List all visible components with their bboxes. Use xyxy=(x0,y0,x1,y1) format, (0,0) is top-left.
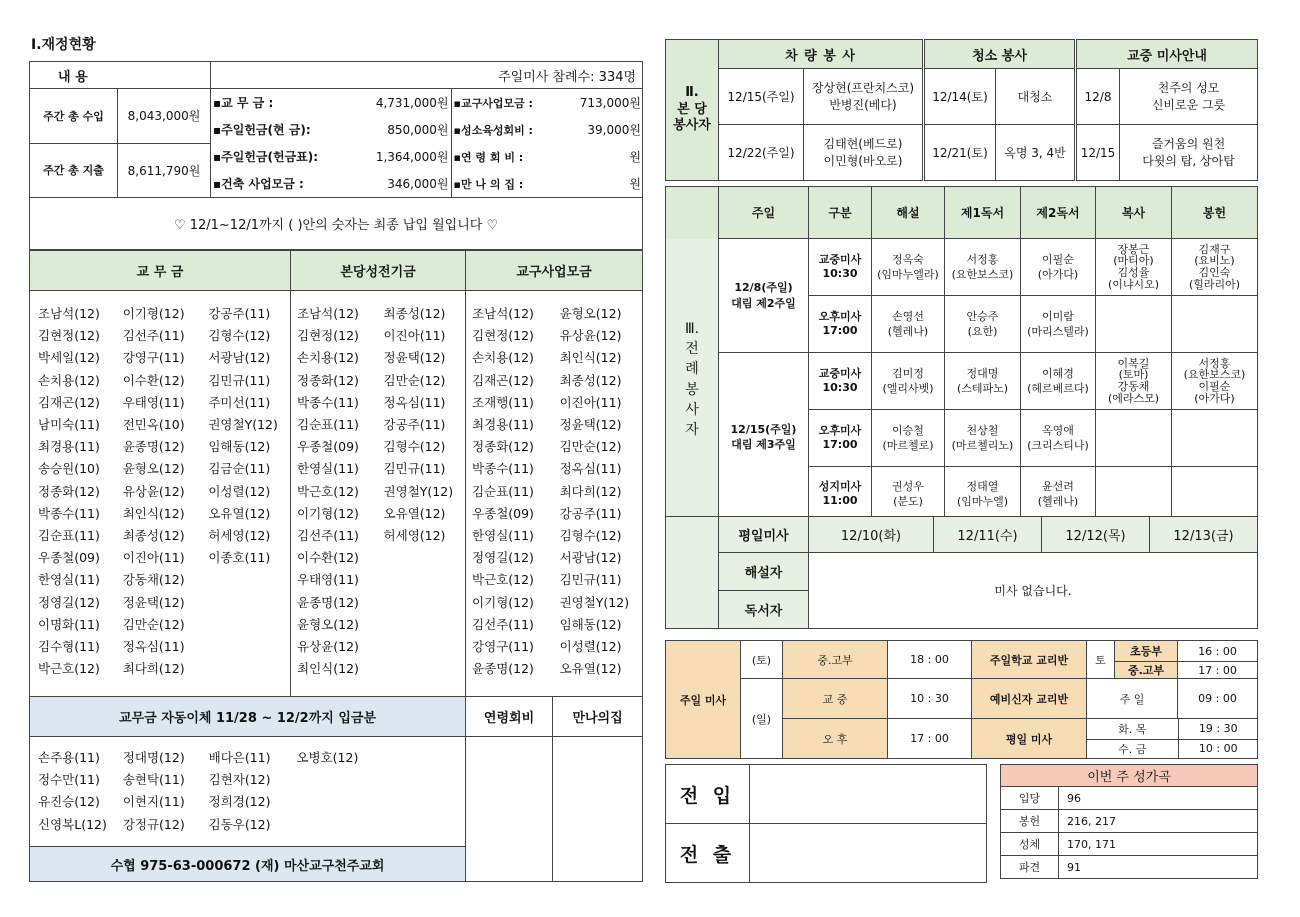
donor-name: 정윤택(12) xyxy=(559,417,622,433)
donor-col-3 xyxy=(203,303,290,680)
donor-col-1 xyxy=(30,303,117,680)
item-label: ▪주일헌금(헌금표): xyxy=(213,150,319,164)
car-name: 반병진(베다) xyxy=(829,97,897,112)
donor-col-7 xyxy=(553,303,643,680)
donor-name: 조재행(11) xyxy=(472,394,534,410)
donor-name: 송현탁(11) xyxy=(122,772,185,788)
item-value: 원 xyxy=(629,177,641,191)
donor-name: 최종성(12) xyxy=(559,372,622,388)
mass-guide-header: 교중 미사안내 xyxy=(1076,40,1258,69)
donor-name: 정수만(11) xyxy=(38,772,100,788)
volunteers-section-label: Ⅱ. 본 당 봉사자 xyxy=(666,40,719,181)
offering: 김재구 (요비노) 김인숙 (힐라리아) xyxy=(1172,239,1258,296)
donor-name: 김선주(11) xyxy=(122,328,185,344)
donor-name: 주미선(11) xyxy=(208,394,271,410)
donor-name: 손치용(12) xyxy=(297,350,359,366)
item-value: 713,000원 xyxy=(579,96,641,110)
car-date: 12/15(주일) xyxy=(719,69,804,125)
donor-name: 강영구(11) xyxy=(472,639,534,655)
donor-name: 김동우(12) xyxy=(208,816,271,832)
donor-name: 윤형오(12) xyxy=(297,616,359,632)
item-value: 원 xyxy=(629,150,641,164)
donor-name: 박종수(11) xyxy=(297,394,359,410)
donor-name: 이성렬(12) xyxy=(208,483,271,499)
donor-name: 정윤택(12) xyxy=(122,594,185,610)
reader-1: 정태열 (임마누엘) xyxy=(945,467,1021,522)
donor-name: 이기형(12) xyxy=(122,306,185,321)
expense-label: 주간 총 지출 xyxy=(30,143,118,198)
no-mass: 미사 없습니다. xyxy=(809,553,1258,629)
donor-name: 김순표(11) xyxy=(297,417,359,433)
tue-thu: 화. 목 xyxy=(1087,719,1178,739)
weekday-date: 12/13(금) xyxy=(1150,517,1258,553)
donor-col-6 xyxy=(466,303,553,680)
saturday-short: 토 xyxy=(1087,641,1115,679)
reader-label: 독서자 xyxy=(719,591,809,629)
donor-name: 이기형(12) xyxy=(297,505,359,521)
donor-name: 최인식(12) xyxy=(297,661,359,677)
auto-col-3 xyxy=(204,747,291,836)
middle-high-time: 18 : 00 xyxy=(888,641,972,679)
auto-col-2 xyxy=(117,747,204,836)
hymn-label: 파견 xyxy=(1001,856,1059,879)
item-value: 346,000원 xyxy=(365,170,451,197)
expense-value: 8,611,790원 xyxy=(118,143,211,198)
reader-2: 이혜경 (헤르베르다) xyxy=(1021,353,1096,410)
donor-name: 임해동(12) xyxy=(559,616,622,632)
donor-name: 김순표(11) xyxy=(472,483,534,499)
car-date: 12/22(주일) xyxy=(719,125,804,181)
offering xyxy=(1172,467,1258,522)
account-info: 수협 975-63-000672 (재) 마산교구천주교회 xyxy=(30,847,466,882)
donor-name: 강공주(11) xyxy=(383,417,446,433)
finance-table xyxy=(29,61,643,250)
donor-name: 우종철(09) xyxy=(38,550,100,566)
donor-name: 김현정(12) xyxy=(38,328,100,344)
middle-high-2-time: 17 : 00 xyxy=(1178,662,1258,679)
commentator: 김미정 (엘리사벳) xyxy=(872,353,945,410)
clean-header: 청소 봉사 xyxy=(924,40,1076,69)
donor-name: 우태영(11) xyxy=(297,572,359,588)
week-label: 12/8(주일) 대림 제2주일 xyxy=(719,239,809,353)
donor-name: 정종화(12) xyxy=(297,372,359,388)
afternoon-time: 17 : 00 xyxy=(888,719,972,759)
hymn-value: 91 xyxy=(1059,856,1258,879)
donor-name: 권영철Y(12) xyxy=(208,417,278,433)
afternoon: 오 후 xyxy=(783,719,888,759)
donor-name: 김민규(11) xyxy=(383,461,446,477)
donor-name: 강정규(12) xyxy=(122,816,185,832)
donor-name: 오유열(12) xyxy=(559,661,622,677)
donor-name: 김금순(11) xyxy=(208,461,271,477)
donor-name: 이기형(12) xyxy=(472,594,534,610)
donor-name: 윤종명(12) xyxy=(297,594,359,610)
donor-name: 유상윤(12) xyxy=(297,639,359,655)
header-type: 구분 xyxy=(809,187,872,239)
mass-type: 교중미사 10:30 xyxy=(809,353,872,410)
mass-type: 오후미사 17:00 xyxy=(809,410,872,467)
donor-name: 한영실(11) xyxy=(472,528,534,544)
donor-name: 강공주(11) xyxy=(559,505,622,521)
altar-server: 이복길 (토마) 강동채 (에라스모) xyxy=(1096,353,1172,410)
donor-name: 이현지(11) xyxy=(122,794,185,810)
mass-type: 오후미사 17:00 xyxy=(809,296,872,353)
sunday: (일) xyxy=(741,679,783,759)
commentator: 정옥숙 (임마누엘라) xyxy=(872,239,945,296)
mass-name: 신비로운 그릇 xyxy=(1151,97,1226,112)
wed-fri-time: 10 : 00 xyxy=(1198,742,1238,756)
reader-1: 안승주 (요한) xyxy=(945,296,1021,353)
donor-name: 정영길(12) xyxy=(472,550,534,566)
donor-name: 김민규(11) xyxy=(559,572,622,588)
donor-name: 손치용(12) xyxy=(38,372,100,388)
header-offering: 봉헌 xyxy=(1172,187,1258,239)
donor-name: 강영구(11) xyxy=(122,350,185,366)
main-mass: 교 중 xyxy=(783,679,888,719)
donor-name: 정옥심(11) xyxy=(383,394,446,410)
donors-table xyxy=(29,250,643,882)
donor-col-4 xyxy=(291,303,378,680)
transfer-in-label: 전 입 xyxy=(666,765,750,824)
middle-high: 중.고부 xyxy=(783,641,888,679)
donor-name: 윤형오(12) xyxy=(559,306,622,321)
offering xyxy=(1172,296,1258,353)
donor-name: 박종수(11) xyxy=(472,461,534,477)
donor-name: 김재곤(12) xyxy=(38,394,100,410)
donor-name: 김현정(12) xyxy=(297,328,359,344)
donor-name: 오병호(12) xyxy=(296,750,359,765)
donor-name: 유상윤(12) xyxy=(559,328,622,344)
sunday-mass-label: 주일 미사 xyxy=(666,641,741,759)
altar-server: 장봉근 (마티아) 김성율 (이냐시오) xyxy=(1096,239,1172,296)
donor-name: 윤형오(12) xyxy=(122,461,185,477)
clean-date: 12/14(토) xyxy=(924,69,996,125)
mass-date: 12/15 xyxy=(1076,125,1120,181)
donor-name: 김재곤(12) xyxy=(472,372,534,388)
main-mass-time: 10 : 30 xyxy=(888,679,972,719)
donor-name: 오유열(12) xyxy=(208,505,271,521)
donor-name: 윤종명(12) xyxy=(122,439,185,455)
header-gyogu: 교구사업모금 xyxy=(466,251,643,291)
header-gyomugeum: 교 무 금 xyxy=(30,251,291,291)
header-seongjeon: 본당성전기금 xyxy=(291,251,466,291)
schedule-table xyxy=(665,640,1258,759)
catechumen-day: 주 일 xyxy=(1087,679,1178,719)
donor-name: 최경용(11) xyxy=(38,439,100,455)
catechumen: 예비신자 교리반 xyxy=(972,679,1087,719)
reader-1: 천상철 (마르첼리노) xyxy=(945,410,1021,467)
donor-name: 임해동(12) xyxy=(208,439,271,455)
weekday-label: 평일미사 xyxy=(719,517,809,553)
donor-name: 권영철Y(12) xyxy=(559,594,630,610)
altar-server xyxy=(1096,296,1172,353)
donor-col-5 xyxy=(378,303,466,680)
donor-name: 송승원(10) xyxy=(38,461,100,477)
donor-name: 이진아(11) xyxy=(559,394,622,410)
hymn-value: 170, 171 xyxy=(1059,833,1258,856)
donor-name: 한영실(11) xyxy=(297,461,359,477)
reader-2: 윤선려 (헬레나) xyxy=(1021,467,1096,522)
offering xyxy=(1172,410,1258,467)
clean-area: 대청소 xyxy=(996,69,1076,125)
donor-name: 정종화(12) xyxy=(472,439,534,455)
donor-name: 허세영(12) xyxy=(208,528,271,544)
donor-name: 김형수(12) xyxy=(383,439,446,455)
saturday: (토) xyxy=(741,641,783,679)
donor-name: 손주용(11) xyxy=(38,750,100,765)
altar-server xyxy=(1096,467,1172,522)
donor-col-2 xyxy=(117,303,204,680)
commentator: 권성우 (분도) xyxy=(872,467,945,522)
donor-name: 조남석(12) xyxy=(472,306,534,321)
donor-name: 조남석(12) xyxy=(38,306,100,321)
donor-name: 허세영(12) xyxy=(383,528,446,544)
header-commentary: 해설 xyxy=(872,187,945,239)
tue-thu-time: 19 : 30 xyxy=(1178,719,1258,739)
donor-name: 박근호(12) xyxy=(38,661,100,677)
item-label: ▪성소육성회비 : xyxy=(453,123,533,137)
weekday-date: 12/10(화) xyxy=(809,517,934,553)
mass-type: 성지미사 11:00 xyxy=(809,467,872,522)
car-header: 차 량 봉 사 xyxy=(719,40,924,69)
mass-date: 12/8 xyxy=(1076,69,1120,125)
income-label: 주간 총 수입 xyxy=(30,89,118,144)
donor-name: 오유열(12) xyxy=(383,505,446,521)
donor-name: 김민규(11) xyxy=(208,372,271,388)
weekday-table xyxy=(665,516,1258,629)
header-reading1: 제1독서 xyxy=(945,187,1021,239)
mass-type: 교중미사 10:30 xyxy=(809,239,872,296)
donor-name: 정종화(12) xyxy=(38,483,100,499)
middle-high-2: 중.고부 xyxy=(1115,662,1178,679)
donor-name: 이진아(11) xyxy=(383,328,446,344)
donor-name: 김형수(12) xyxy=(208,328,271,344)
donor-name: 박근호(12) xyxy=(297,483,359,499)
hymn-value: 96 xyxy=(1059,787,1258,810)
donor-name: 이종호(11) xyxy=(208,550,271,566)
item-value: 1,364,000원 xyxy=(365,143,451,170)
donor-name: 김선주(11) xyxy=(472,616,534,632)
donor-name: 조남석(12) xyxy=(297,306,359,321)
donor-name: 이명화(11) xyxy=(38,616,100,632)
donor-name: 최인식(12) xyxy=(122,505,185,521)
liturgy-table xyxy=(665,186,1258,522)
donor-name: 정윤택(12) xyxy=(383,350,446,366)
liturgy-section-label: Ⅲ. 전 례 봉 사 자 xyxy=(666,239,719,522)
donor-name: 정대명(12) xyxy=(122,750,185,765)
donor-name: 김수형(11) xyxy=(38,639,100,655)
finance-items xyxy=(211,89,643,197)
auto-col-4 xyxy=(290,747,377,836)
item-label: ▪건축 사업모금 : xyxy=(213,177,304,191)
reader-1: 정대명 (스테파노) xyxy=(945,353,1021,410)
item-label: ▪연 령 회 비 : xyxy=(453,150,524,164)
reader-1: 서정홍 (요한보스코) xyxy=(945,239,1021,296)
transfer-out-label: 전 출 xyxy=(666,824,750,883)
mass-name: 즐거움의 원천 xyxy=(1151,137,1226,152)
commentator: 손영선 (헬레나) xyxy=(872,296,945,353)
elementary: 초등부 xyxy=(1115,641,1178,662)
car-name: 김태현(베드로) xyxy=(823,137,903,152)
header-server: 복사 xyxy=(1096,187,1172,239)
item-label: ▪주일헌금(현 금): xyxy=(213,123,311,137)
yeonryeong-header: 연령회비 xyxy=(466,697,553,737)
offering: 서정홍 (요한보스코) 이필순 (아가다) xyxy=(1172,353,1258,410)
donor-name: 김만순(12) xyxy=(559,439,622,455)
auto-transfer-header: 교무금 자동이체 11/28 ~ 12/2까지 입금분 xyxy=(30,697,466,737)
clean-date: 12/21(토) xyxy=(924,125,996,181)
wed-fri: 수. 금 xyxy=(1087,739,1178,758)
manna-header: 만나의집 xyxy=(553,697,643,737)
content-label: 내 용 xyxy=(30,62,211,89)
donor-name: 강공주(11) xyxy=(208,306,271,321)
hymns-table xyxy=(1000,764,1258,879)
donor-name: 한영실(11) xyxy=(38,572,100,588)
donor-name: 이진아(11) xyxy=(122,550,185,566)
hymn-label: 입당 xyxy=(1001,787,1059,810)
car-name: 이민형(바오로) xyxy=(823,153,903,168)
item-value: 39,000원 xyxy=(587,123,641,137)
reader-2: 이필순 (아가다) xyxy=(1021,239,1096,296)
donor-name: 김현자(12) xyxy=(208,772,271,788)
transfer-table xyxy=(665,764,987,883)
notice: ♡ 12/1~12/1까지 ( )안의 숫자는 최종 납입 월입니다 ♡ xyxy=(30,198,643,250)
donor-name: 정옥심(11) xyxy=(559,461,622,477)
commentator: 이승철 (마르첼로) xyxy=(872,410,945,467)
donor-name: 김만순(12) xyxy=(122,616,185,632)
auto-col-1 xyxy=(30,747,117,836)
donor-name: 유진승(12) xyxy=(38,794,100,810)
donor-name: 서광남(12) xyxy=(559,550,622,566)
hymn-label: 성체 xyxy=(1001,833,1059,856)
item-label: ▪교구사업모금 : xyxy=(453,96,533,110)
catechumen-time: 09 : 00 xyxy=(1178,679,1258,719)
sunday-school: 주일학교 교리반 xyxy=(972,641,1087,679)
donor-name: 최종성(12) xyxy=(383,306,446,321)
donor-name: 유상윤(12) xyxy=(122,483,185,499)
income-value: 8,043,000원 xyxy=(118,89,211,144)
item-label: ▪교 무 금 : xyxy=(213,96,274,110)
donor-name: 김순표(11) xyxy=(38,528,100,544)
elementary-time: 16 : 00 xyxy=(1178,641,1258,662)
donor-name: 남미숙(11) xyxy=(38,417,100,433)
volunteers-table xyxy=(665,39,1258,181)
item-label: ▪만 나 의 집 : xyxy=(453,177,524,191)
donor-name: 이성렬(12) xyxy=(559,639,622,655)
hymn-value: 216, 217 xyxy=(1059,810,1258,833)
mass-name: 다윗의 탑, 상아탑 xyxy=(1142,153,1235,168)
item-value: 4,731,000원 xyxy=(365,89,451,116)
item-value: 850,000원 xyxy=(365,116,451,143)
week-label: 12/15(주일) 대림 제3주일 xyxy=(719,353,809,522)
altar-server xyxy=(1096,410,1172,467)
donor-name: 최종성(12) xyxy=(122,528,185,544)
weekday-date: 12/11(수) xyxy=(934,517,1042,553)
section1-title: Ⅰ.재정현황 xyxy=(31,37,96,53)
donor-name: 권영철Y(12) xyxy=(383,483,454,499)
reader-2: 옥영애 (크리스티나) xyxy=(1021,410,1096,467)
mass-name: 천주의 성모 xyxy=(1157,81,1220,96)
donor-name: 김현정(12) xyxy=(472,328,534,344)
weekday-mass: 평일 미사 xyxy=(972,719,1087,759)
hymn-label: 봉헌 xyxy=(1001,810,1059,833)
donor-name: 최인식(12) xyxy=(559,350,622,366)
donor-name: 윤종명(12) xyxy=(472,661,534,677)
donor-name: 우종철(09) xyxy=(297,439,359,455)
donor-name: 박세일(12) xyxy=(38,350,100,366)
hymns-title: 이번 주 성가곡 xyxy=(1001,765,1258,787)
header-reading2: 제2독서 xyxy=(1021,187,1096,239)
donor-name: 배다은(11) xyxy=(208,750,271,765)
donor-name: 김만순(12) xyxy=(383,372,446,388)
donor-name: 정영길(12) xyxy=(38,594,100,610)
header-week: 주일 xyxy=(719,187,809,239)
donor-name: 김선주(11) xyxy=(297,528,359,544)
donor-name: 서광남(12) xyxy=(208,350,271,366)
donor-name: 정희경(12) xyxy=(208,794,271,810)
donor-name: 이수환(12) xyxy=(297,550,359,566)
donor-name: 전민옥(10) xyxy=(122,417,185,433)
donor-name: 손치용(12) xyxy=(472,350,534,366)
donor-name: 신영복L(12) xyxy=(38,816,107,832)
donor-name: 최다희(12) xyxy=(122,661,185,677)
reader-2: 이미람 (마리스텔라) xyxy=(1021,296,1096,353)
donor-name: 박종수(11) xyxy=(38,505,100,521)
car-name: 장상현(프란치스코) xyxy=(811,81,915,96)
attendance: 주일미사 참례수: 334명 xyxy=(211,62,643,89)
donor-name: 김형수(12) xyxy=(559,528,622,544)
donor-name: 강동채(12) xyxy=(122,572,185,588)
donor-name: 최경용(11) xyxy=(472,417,534,433)
donor-name: 우태영(11) xyxy=(122,394,185,410)
donor-name: 이수환(12) xyxy=(122,372,185,388)
donor-name: 박근호(12) xyxy=(472,572,534,588)
donor-name: 최다희(12) xyxy=(559,483,622,499)
commentator-label: 해설자 xyxy=(719,553,809,591)
donor-name: 우종철(09) xyxy=(472,505,534,521)
donor-name: 정옥심(11) xyxy=(122,639,185,655)
weekday-date: 12/12(목) xyxy=(1042,517,1150,553)
clean-area: 옥명 3, 4반 xyxy=(996,125,1076,181)
